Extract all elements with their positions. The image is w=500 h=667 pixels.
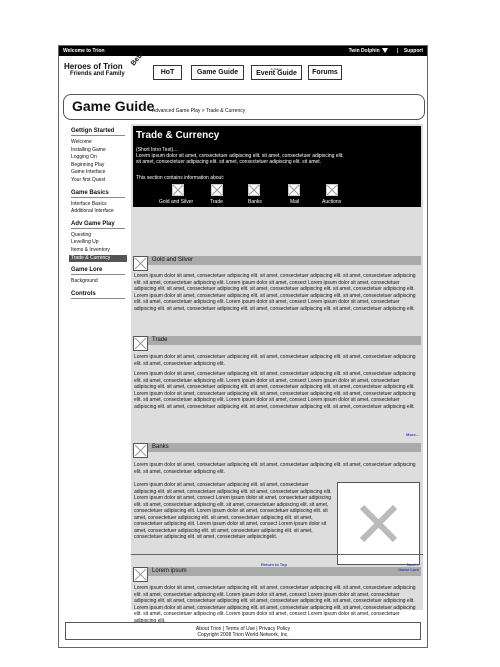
- section-title: Banks: [152, 444, 169, 450]
- hero-intro-line: Lorem ipsum dolor sit amet, consectetuer adipiscing elit. sit amet, consectetuer adipiscing elit.: [136, 153, 344, 160]
- welcome-text: Welcome to Trion: [63, 48, 105, 54]
- beta-badge: Beta: [130, 51, 145, 68]
- section-title: Trade: [152, 337, 168, 343]
- section-body: Lorem ipsum dolor sit amet, consectetuer adipiscing elit. sit amet, consectetuer adipiscing elit. sit amet, consectetuer adipiscing elit. sit amet, consectetuer adipiscing elit. Lorem ipsum dolor sit amet, consect Lorem ipsum dolor sit amet, consectetuer adipiscing elit. sit amet, consectetuer adipiscing elit. sit amet, consectetuer adipiscing elit. sit amet, consectetuer adipiscing elit. Lorem ipsum dolor sit amet, consectetuer adipiscing elit. sit amet, consectetuer adipiscing elit. sit amet, consectetuer adipiscing elit. sit amet, consectetuer adipiscing elit. Lorem ipsum dolor sit amet, consect Lorem ipsum dolor sit amet, consectetuer adipiscing elit.: [134, 585, 416, 624]
- sidebar-item-logging-on[interactable]: Logging On: [71, 154, 97, 161]
- mail-link[interactable]: Mail: [290, 199, 300, 205]
- image-placeholder: [337, 482, 420, 565]
- auctions-icon[interactable]: [326, 184, 338, 196]
- sidebar-item-first-quest[interactable]: Your first Quest: [71, 176, 106, 183]
- gold-silver-link[interactable]: Gold and Silver: [159, 199, 194, 205]
- sidebar-item-welcome[interactable]: Welcome: [71, 139, 92, 145]
- sidebar-item-installing-game[interactable]: Installing Game: [71, 146, 106, 153]
- sidebar-item-background[interactable]: Background: [71, 278, 98, 285]
- hero-intro-head: (Short Intro Text)...: [136, 147, 178, 153]
- sidebar-item-trade-currency[interactable]: Trade & Currency: [69, 255, 127, 263]
- sidebar-item-items-inventory[interactable]: Items & Inventory: [71, 246, 110, 253]
- section-header-gold: [133, 256, 421, 265]
- gold-silver-icon[interactable]: [172, 184, 184, 196]
- footer: [65, 622, 421, 640]
- sidebar-section-getting-started[interactable]: Gettign Started: [71, 128, 125, 136]
- hero-banner: [133, 126, 421, 207]
- section-body: Lorem ipsum dolor sit amet, consectetuer adipiscing elit. sit amet, consectetuer adipiscing elit. sit amet, consectetuer adipiscing elit. sit amet, consectetuer adipiscing elit. Lorem ipsum dolor sit amet, consect Lorem ipsum dolor sit amet, consectetuer adipiscing elit. sit amet, consectetuer adipiscing elit. sit amet, consectetuer adipiscing elit. sit amet, consectetuer adipiscing elit. Lorem ipsum dolor sit amet, consectetuer adipiscing elit. sit amet, consectetuer adipiscing elit. sit amet, consectetuer adipiscing elit. sit amet, consectetuer adipiscing elit. Lorem ipsum dolor sit amet, consect Lorem ipsum dolor sit amet, consectetuer adipiscing elit. sit amet, consectetuer adipiscing elit. sit amet, consectetuer adipiscing elit. sit amet, consectetuer adipiscing elit.: [134, 371, 416, 410]
- hero-intro-line: sit amet, consectetuer adipiscing elit. sit amet, consectetuer adipiscing elit. sit amet.: [136, 159, 322, 166]
- page-title: Game Guide: [72, 98, 155, 114]
- sidebar-section-adv-game-play[interactable]: Adv Game Play: [71, 221, 125, 229]
- section-body: Lorem ipsum dolor sit amet, consectetuer adipiscing elit. sit amet, consectetuer adipiscing elit. sit amet, consectetuer adipiscing elit. sit amet, consectetuer adipiscing elit. Lorem ipsum dolor sit amet, consect Lorem ipsum dolor sit amet, consectetuer adipiscing elit. sit amet, consectetuer adipiscing elit. sit amet, consectetuer adipiscing elit. sit amet, consectetuer adipiscing elit. Lorem ipsum dolor sit amet, consectetuer adipiscing elit. sit amet, consectetuer adipiscing elit. sit amet, consectetuer adipiscing elit. sit amet, consectetuer adipiscing elit. Lorem ipsum dolor sit amet, consect Lorem ipsum dolor sit amet, consectetuer adipiscing elit. sit amet, consectetuer adipiscing elit. sit amet, consectetuer adipiscing elit. sit amet, consectetuer adipiscingelit.: [134, 482, 332, 540]
- support-link[interactable]: Support: [403, 48, 423, 54]
- pager: [131, 554, 423, 574]
- banks-icon[interactable]: [248, 184, 260, 196]
- sidebar-item-beginning-play[interactable]: Beginning Play: [71, 161, 105, 168]
- next-label: Next >: [406, 562, 419, 567]
- hero-title: Trade & Currency: [136, 130, 220, 141]
- auctions-link[interactable]: Auctions: [322, 199, 342, 205]
- section-header-trade: [133, 336, 421, 345]
- user-menu[interactable]: Twin Dolphin: [348, 48, 380, 54]
- more-link[interactable]: More...: [406, 432, 419, 437]
- copyright: Copyright 2008 Trion World Network, Inc.: [197, 632, 289, 638]
- section-body: Lorem ipsum dolor sit amet, consectetuer adipiscing elit. sit amet, consectetuer adipiscing elit. sit amet, consectetuer adipiscing elit. sit amet, consectetuer adipiscing elit.: [134, 354, 416, 367]
- section-body: Lorem ipsum dolor sit amet, consectetuer adipiscing elit. sit amet, consectetuer adipiscing elit. sit amet, consectetuer adipiscing elit. sit amet, consectetuer adipiscing elit.: [134, 462, 416, 475]
- event-guide-label: Event Guide: [256, 70, 297, 77]
- logo[interactable]: [64, 51, 145, 86]
- banks-link[interactable]: Banks: [248, 199, 262, 205]
- sidebar-item-game-interface[interactable]: Game Interface: [71, 169, 106, 176]
- sidebar-section-game-lore[interactable]: Game Lore: [71, 267, 125, 275]
- event-guide-caption: In-Game: [270, 67, 283, 71]
- next-topic-label: Game Lore: [398, 567, 419, 572]
- next-topic-link[interactable]: [398, 562, 419, 572]
- sidebar: [69, 128, 127, 302]
- logo-title: Heroes of Trion: [64, 62, 123, 71]
- sidebar-item-levelling-up[interactable]: Levelling Up: [71, 239, 99, 246]
- banks-image-icon: [133, 443, 148, 458]
- trade-link[interactable]: Trade: [210, 199, 223, 205]
- sidebar-item-additional-interface[interactable]: Additional Interface: [71, 208, 114, 215]
- chevron-down-icon[interactable]: [382, 48, 388, 53]
- top-bar: [59, 46, 427, 56]
- sidebar-item-questing[interactable]: Questing: [71, 231, 92, 238]
- sidebar-item-interface-basics[interactable]: Interface Basics: [71, 200, 107, 207]
- page-header: [63, 94, 425, 120]
- divider: |: [397, 48, 399, 54]
- trade-icon[interactable]: [211, 184, 223, 196]
- sidebar-section-game-basics[interactable]: Game Basics: [71, 190, 125, 198]
- mail-icon[interactable]: [288, 184, 300, 196]
- return-to-top-link[interactable]: Return to Top: [261, 562, 287, 567]
- section-title: Lorem ipsum: [152, 568, 187, 574]
- nav-hot-button[interactable]: HoT: [153, 65, 182, 80]
- nav-forums-button[interactable]: Forums: [308, 65, 342, 80]
- nav-event-guide-button[interactable]: [251, 65, 302, 80]
- section-header-banks: [133, 443, 421, 452]
- section-title: Gold and Silver: [152, 257, 194, 263]
- hero-contains-label: This section contains information about:: [136, 175, 225, 181]
- main-content: [131, 124, 423, 624]
- hero-intro: [136, 147, 416, 166]
- sidebar-section-controls[interactable]: Controls: [71, 291, 125, 299]
- section-body: Lorem ipsum dolor sit amet, consectetuer adipiscing elit. sit amet, consectetuer adipiscing elit. sit amet, consectetuer adipiscing elit. sit amet, consectetuer adipiscing elit. Lorem ipsum dolor sit amet, consect Lorem ipsum dolor sit amet, consectetuer adipiscing elit. sit amet, consectetuer adipiscing elit. sit amet, consectetuer adipiscing elit. sit amet, consectetuer adipiscing elit. Lorem ipsum dolor sit amet, consectetuer adipiscing elit. sit amet, consectetuer adipiscing elit. sit amet, consectetuer adipiscing elit. sit amet, consectetuer adipiscing elit. Lorem ipsum dolor sit amet, consect Lorem ipsum dolor sit amet, consectetuer adipiscing elit. sit amet, consectetuer adipiscing elit. sit amet, consectetuer adipiscing elit. sit amet, consectetuer adipiscing elit.: [134, 273, 416, 312]
- trade-image-icon: [133, 336, 148, 351]
- footer-links[interactable]: About Trion | Terms of Use | Privacy Policy: [195, 626, 291, 632]
- logo-subtitle: Friends and Family: [70, 71, 125, 77]
- gold-silver-image-icon: [133, 256, 148, 271]
- nav-game-guide-button[interactable]: Game Guide: [191, 65, 244, 80]
- breadcrumb[interactable]: Advanced Game Play > Trade & Currency: [152, 108, 246, 114]
- page-frame: [58, 45, 428, 648]
